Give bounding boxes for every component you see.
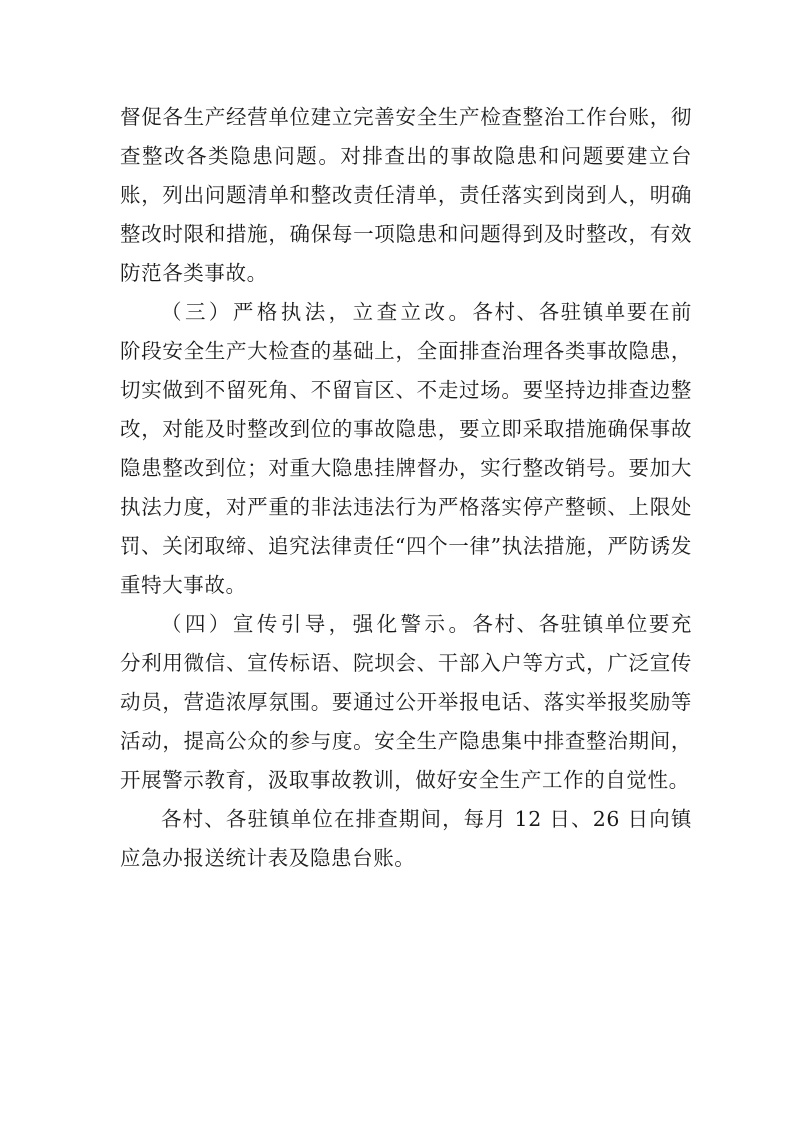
paragraph-text: 督促各生产经营单位建立完善安全生产检查整治工作台账，彻查整改各类隐患问题。对排查出的事故隐患和问题要建立台账，列出问题清单和整改责任清单，责任落实到岗到人，明确整改时限和措施，确保每一项隐患和问题得到及时整改，有效防范各类事故。 bbox=[120, 105, 692, 285]
paragraph-continuation bbox=[120, 98, 692, 293]
paragraph-section-four bbox=[120, 605, 692, 800]
paragraph-reporting bbox=[120, 800, 692, 878]
section-heading: （四）宣传引导，强化警示。 bbox=[161, 612, 473, 636]
paragraph-text: 各村、各驻镇单要在前阶段安全生产大检查的基础上，全面排查治理各类事故隐患，切实做到不留死角、不留盲区、不走过场。要坚持边排查边整改，对能及时整改到位的事故隐患，要立即采取措施确保事故隐患整改到位；对重大隐患挂牌督办，实行整改销号。要加大执法力度，对严重的非法违法行为严格落实停产整顿、上限处罚、关闭取缔、追究法律责任“四个一律”执法措施，严防诱发重特大事故。 bbox=[120, 300, 693, 597]
paragraph-text: 各村、各驻镇单位在排查期间，每月 12 日、26 日向镇应急办报送统计表及隐患台账。 bbox=[120, 807, 692, 870]
paragraph-section-three bbox=[120, 293, 692, 605]
section-heading: （三）严格执法，立查立改。 bbox=[161, 300, 473, 324]
paragraph-text: 各村、各驻镇单位要充分利用微信、宣传标语、院坝会、干部入户等方式，广泛宣传动员，营造浓厚氛围。要通过公开举报电话、落实举报奖励等活动，提高公众的参与度。安全生产隐患集中排查整治期间，开展警示教育，汲取事故教训，做好安全生产工作的自觉性。 bbox=[120, 612, 693, 792]
document-body bbox=[120, 98, 692, 878]
